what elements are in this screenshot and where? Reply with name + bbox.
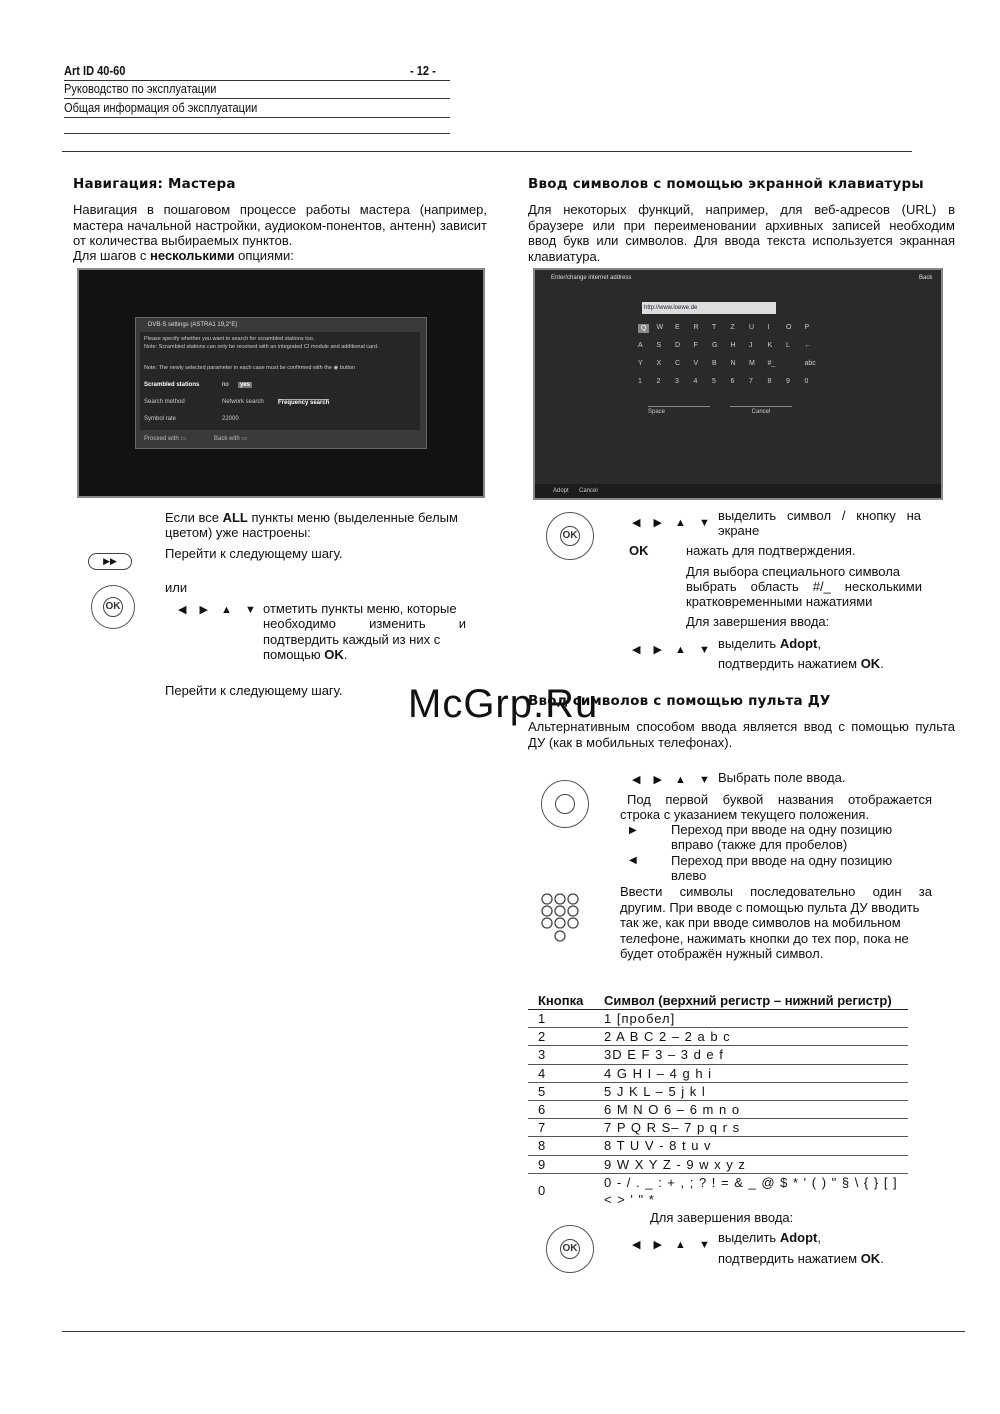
arrow-keys-icon: ◀ ▶ ▲ ▼ <box>178 604 261 616</box>
kb-back[interactable]: Back <box>919 275 933 281</box>
or-text: или <box>165 580 188 595</box>
wizard-row-symbol[interactable] <box>144 416 414 422</box>
symbol-cell: 2 A B C 2 – 2 a b c <box>594 1028 908 1046</box>
adopt-bold: Adopt <box>779 636 818 651</box>
special-3: кратковременными нажатиями <box>686 594 873 609</box>
confirm-2: подтвердить нажатием OK. <box>718 1251 884 1266</box>
cursor-line-1-text: Под первой буквой названия отображается <box>627 792 932 807</box>
right-intro-1: Для некоторых функций, например, для веб-адресов (URL) в браузере или при переименовании архивных записей необходим ввод букв или символов. Для ввода текста используется экранная клавиатура. <box>528 202 955 264</box>
header-rule-short <box>64 133 450 134</box>
kb-title: Enter/change internet address <box>551 275 632 281</box>
fast-forward-icon: ▶▶ <box>88 553 132 570</box>
kb-key[interactable]: T <box>712 324 717 331</box>
wizard-title: DVB-S settings (ASTRA1 19,2°E) <box>148 322 238 328</box>
symbol-cell: 6 M N O 6 – 6 m n o <box>594 1100 908 1118</box>
move-left-2: влево <box>671 868 707 883</box>
symbol-label: Symbol rate <box>144 416 177 422</box>
kb-key[interactable]: M <box>749 360 755 367</box>
kb-key[interactable]: 4 <box>693 378 698 385</box>
table-row <box>528 1082 908 1100</box>
col-header-symbol: Символ (верхний регистр – нижний регистр) <box>594 992 908 1010</box>
special-2-text: выбрать область #/_ несколькими <box>686 579 922 594</box>
mark-line-4: помощью OK. <box>263 647 348 662</box>
footer-rule <box>62 1331 965 1332</box>
mark-line-2-text: необходимо изменить и <box>263 616 466 631</box>
wizard-note-3 <box>144 365 355 371</box>
kb-key[interactable]: C <box>675 360 681 367</box>
network-search[interactable]: Network search <box>222 399 264 405</box>
kb-bottom-bar <box>535 484 941 498</box>
select-symbol-1 <box>718 508 921 524</box>
kb-key[interactable]: Y <box>638 360 643 367</box>
all-bold: ALL <box>222 510 248 525</box>
section-title: Общая информация об эксплуатации <box>64 100 258 115</box>
ok-navigation-ring-icon <box>546 512 594 560</box>
proceed-text: Proceed with <box>144 436 179 442</box>
confirm-pre: подтвердить нажатием <box>718 656 861 671</box>
kb-key[interactable]: ← <box>804 342 812 349</box>
key-cell: 9 <box>528 1155 594 1173</box>
confirm2-pre: подтвердить нажатием <box>718 1251 861 1266</box>
kb-key[interactable]: 1 <box>638 378 642 385</box>
right-heading-2: Ввод символов с помощью пульта ДУ <box>528 693 831 709</box>
select-adopt-1: выделить Adopt, <box>718 636 821 651</box>
ok-navigation-ring-icon <box>546 1225 594 1273</box>
kb-key[interactable]: E <box>675 324 680 331</box>
cursor-line-1 <box>627 792 932 808</box>
wizard-screenshot <box>77 268 485 498</box>
kb-key[interactable]: J <box>749 342 753 349</box>
wizard-footer-proceed: Proceed with ▭ <box>144 436 187 442</box>
kb-key[interactable]: #_ <box>767 360 776 367</box>
press-confirm: нажать для подтверждения. <box>686 543 856 558</box>
kb-key[interactable]: F <box>693 342 698 349</box>
multi-bold: несколькими <box>150 248 235 263</box>
select-adopt-pre: выделить <box>718 636 780 651</box>
note3-end: button <box>339 365 356 371</box>
key-cell: 2 <box>528 1028 594 1046</box>
select-symbol-1-text: выделить символ / кнопку на <box>718 508 921 523</box>
kb-key[interactable]: S <box>656 342 662 349</box>
kb-key[interactable]: 8 <box>767 378 772 385</box>
enter-chars-3: так же, как при вводе символов на мобильном <box>620 915 901 930</box>
header-rule-long <box>62 151 912 152</box>
scrambled-no[interactable]: no <box>222 382 229 388</box>
kb-key[interactable]: 2 <box>656 378 661 385</box>
arrow-keys-icon: ◀ ▶ ▲ ▼ <box>632 644 715 656</box>
ok-center-icon: OK <box>560 526 580 546</box>
ring-center-icon <box>555 794 575 814</box>
table-header-row <box>528 992 908 1010</box>
next-step-text-2: Перейти к следующему шагу. <box>165 683 343 698</box>
symbol-cell: 5 J K L – 5 j k l <box>594 1082 908 1100</box>
all-set-line2: цветом) уже настроены: <box>165 525 311 540</box>
right-intro-2: Альтернативным способом ввода является ввод с помощью пульта ДУ (как в мобильных телефонах). <box>528 719 955 750</box>
kb-key[interactable]: 7 <box>749 378 753 385</box>
right-heading-1: Ввод символов с помощью экранной клавиатуры <box>528 176 924 192</box>
arrow-keys-icon: ◀ ▶ ▲ ▼ <box>632 1239 715 1251</box>
kb-key[interactable]: 9 <box>786 378 790 385</box>
symbol-cell: 9 W X Y Z - 9 w x y z <box>594 1155 908 1173</box>
kb-key[interactable]: X <box>656 360 662 367</box>
table-row <box>528 1173 908 1208</box>
wizard-note-1: Please specify whether you want to search for scrambled stations too. <box>144 336 315 342</box>
kb-key[interactable]: 5 <box>712 378 716 385</box>
left-intro: Навигация в пошаговом процессе работы мастера (например, мастера начальной настройки, аудиоком-понентов, антенн) зависит от количества выбираемых пунктов. <box>73 202 487 248</box>
kb-key[interactable]: U <box>749 324 755 331</box>
ok-small-icon: ◉ <box>333 365 339 371</box>
header-section-row <box>64 99 450 118</box>
adopt2-bold: Adopt <box>779 1230 818 1245</box>
mark-line-2 <box>263 616 466 632</box>
table-row <box>528 1100 908 1118</box>
enter-chars-1-text: Ввести символы последовательно один за <box>620 884 932 899</box>
wizard-dialog <box>135 317 427 449</box>
finish-2: Для завершения ввода: <box>650 1210 794 1225</box>
table-row <box>528 1046 908 1064</box>
wizard-note-2: Note: Scrambled stations can only be received with an integrated CI module and additional card. <box>144 344 379 350</box>
kb-key[interactable]: V <box>693 360 699 367</box>
mark-line-1: отметить пункты меню, которые <box>263 601 457 616</box>
scrambled-yes[interactable]: yes <box>240 382 251 388</box>
kb-cancel-button[interactable]: Cancel <box>579 488 598 494</box>
multi-suffix: опциями: <box>234 248 294 263</box>
navigation-ring-icon <box>541 780 589 828</box>
key-cell: 1 <box>528 1010 594 1028</box>
doc-id: Art ID 40-60 <box>64 63 126 78</box>
right-arrow-icon: ▶ <box>629 825 637 836</box>
ok-center-icon: OK <box>103 597 123 617</box>
search-label: Search method <box>144 399 185 405</box>
wizard-row-scrambled[interactable] <box>144 382 414 388</box>
key-cell: 6 <box>528 1100 594 1118</box>
key-cell: 5 <box>528 1082 594 1100</box>
table-row <box>528 1010 908 1028</box>
symbol-cell: 8 T U V - 8 t u v <box>594 1137 908 1155</box>
kb-key[interactable]: abc <box>804 360 816 367</box>
symbol-cell: 3D E F 3 – 3 d e f <box>594 1046 908 1064</box>
kb-key[interactable]: Q <box>638 324 649 333</box>
kb-key[interactable]: G <box>712 342 718 349</box>
key-cell: 7 <box>528 1119 594 1137</box>
multi-prefix: Для шагов с <box>73 248 151 263</box>
finish-1: Для завершения ввода: <box>686 614 830 629</box>
wizard-footer-back: Back with ▭ <box>214 436 248 442</box>
move-right-1: Переход при вводе на одну позицию <box>671 822 893 837</box>
key-cell: 3 <box>528 1046 594 1064</box>
frequency-search[interactable]: Frequency search <box>278 400 330 406</box>
kb-key[interactable]: I <box>767 324 770 331</box>
ok-bold: OK <box>324 647 344 662</box>
all-set-line1 <box>165 510 458 526</box>
left-heading: Навигация: Мастера <box>73 176 236 192</box>
kb-key[interactable]: L <box>786 342 790 349</box>
move-right-2: вправо (также для пробелов) <box>671 837 848 852</box>
col-header-key: Кнопка <box>528 992 594 1010</box>
ok-label <box>629 543 649 559</box>
enter-chars-5: будет отображён нужный символ. <box>620 946 824 961</box>
kb-adopt-button[interactable]: Adopt <box>553 488 569 494</box>
left-arrow-icon: ◀ <box>629 855 637 866</box>
kb-url-field[interactable]: http://www.loewe.de <box>642 302 776 314</box>
cursor-line-2: строка с указанием текущего положения. <box>620 807 870 822</box>
watermark: McGrp.Ru <box>408 682 599 726</box>
kb-key[interactable]: R <box>693 324 699 331</box>
enter-chars-4: телефоне, нажимать кнопки до тех пор, пока не <box>620 931 909 946</box>
table-row <box>528 1064 908 1082</box>
kb-space-key[interactable]: Space <box>648 406 710 415</box>
keypad-svg <box>540 893 584 949</box>
kb-key[interactable]: P <box>804 324 810 331</box>
kb-key[interactable]: K <box>767 342 773 349</box>
symbol-cell: 0 - / . _ : + , ; ? ! = & _ @ $ * ' ( ) " § \ { } [ ] < > ' " * <box>604 1174 898 1207</box>
ok-center-icon: OK <box>560 1239 580 1259</box>
kb-key[interactable]: 3 <box>675 378 679 385</box>
wizard-row-search[interactable] <box>144 399 414 405</box>
symbol-value[interactable]: 22000 <box>222 416 239 422</box>
table-row <box>528 1155 908 1173</box>
ok-navigation-ring-icon <box>91 585 135 629</box>
kb-key[interactable]: 6 <box>730 378 735 385</box>
table-row <box>528 1028 908 1046</box>
symbol-cell: 1 [пробел] <box>594 1010 908 1028</box>
confirm-1: подтвердить нажатием OK. <box>718 656 884 671</box>
note3-text: Note: The newly selected parameter in each case must be confirmed with the <box>144 365 332 371</box>
key-cell: 4 <box>528 1064 594 1082</box>
special-1: Для выбора специального символа <box>686 564 901 579</box>
all-set-pre: Если все <box>165 510 223 525</box>
wizard-inner <box>140 332 420 430</box>
scrambled-label: Scrambled stations <box>144 382 200 388</box>
kb-key[interactable]: O <box>786 324 792 331</box>
page-number: - 12 - <box>410 63 436 78</box>
kb-key[interactable]: 0 <box>804 378 809 385</box>
select-symbol-2: экране <box>718 523 760 538</box>
keyboard-screenshot <box>533 268 943 500</box>
enter-chars-2: другим. При вводе с помощью пульта ДУ вводить <box>620 900 920 915</box>
select-adopt2-pre: выделить <box>718 1230 780 1245</box>
mark-line-3: подтвердить каждый из них с <box>263 632 441 647</box>
key-character-table <box>528 992 908 1208</box>
enter-chars-1 <box>620 884 932 900</box>
all-set-rest: пункты меню (выделенные белым <box>247 510 458 525</box>
symbol-cell: 7 P Q R S– 7 p q r s <box>594 1119 908 1137</box>
key-cell: 8 <box>528 1137 594 1155</box>
table-row <box>528 1119 908 1137</box>
numeric-keypad-icon <box>540 893 584 949</box>
table-row <box>528 1137 908 1155</box>
kb-key[interactable]: B <box>712 360 717 367</box>
next-step-text: Перейти к следующему шагу. <box>165 546 343 561</box>
kb-key[interactable]: A <box>638 342 643 349</box>
header-manual-row <box>64 80 450 99</box>
move-left-1: Переход при вводе на одну позицию <box>671 853 893 868</box>
multi-options-line <box>73 248 294 264</box>
arrow-keys-icon: ◀ ▶ ▲ ▼ <box>632 774 715 786</box>
kb-key[interactable]: Z <box>730 324 735 331</box>
kb-key[interactable]: N <box>730 360 736 367</box>
header-doc-row <box>64 62 450 81</box>
kb-key[interactable]: W <box>656 324 664 331</box>
kb-key[interactable]: D <box>675 342 681 349</box>
select-adopt-2: выделить Adopt, <box>718 1230 821 1245</box>
key-cell: 0 <box>538 1183 547 1199</box>
special-2 <box>686 579 922 595</box>
mark-line-4-text: помощью <box>263 647 325 662</box>
symbol-cell: 4 G H I – 4 g h i <box>594 1064 908 1082</box>
ok2-bold: OK <box>860 1251 881 1266</box>
manual-title: Руководство по эксплуатации <box>64 81 217 96</box>
arrow-keys-icon: ◀ ▶ ▲ ▼ <box>632 517 715 529</box>
kb-cancel-key[interactable]: Cancel <box>730 406 792 415</box>
ok-label-text: OK <box>629 543 649 558</box>
select-field: Выбрать поле ввода. <box>718 770 846 785</box>
kb-key[interactable]: H <box>730 342 736 349</box>
back-text: Back with <box>214 436 240 442</box>
ok-bold-2: OK <box>860 656 881 671</box>
